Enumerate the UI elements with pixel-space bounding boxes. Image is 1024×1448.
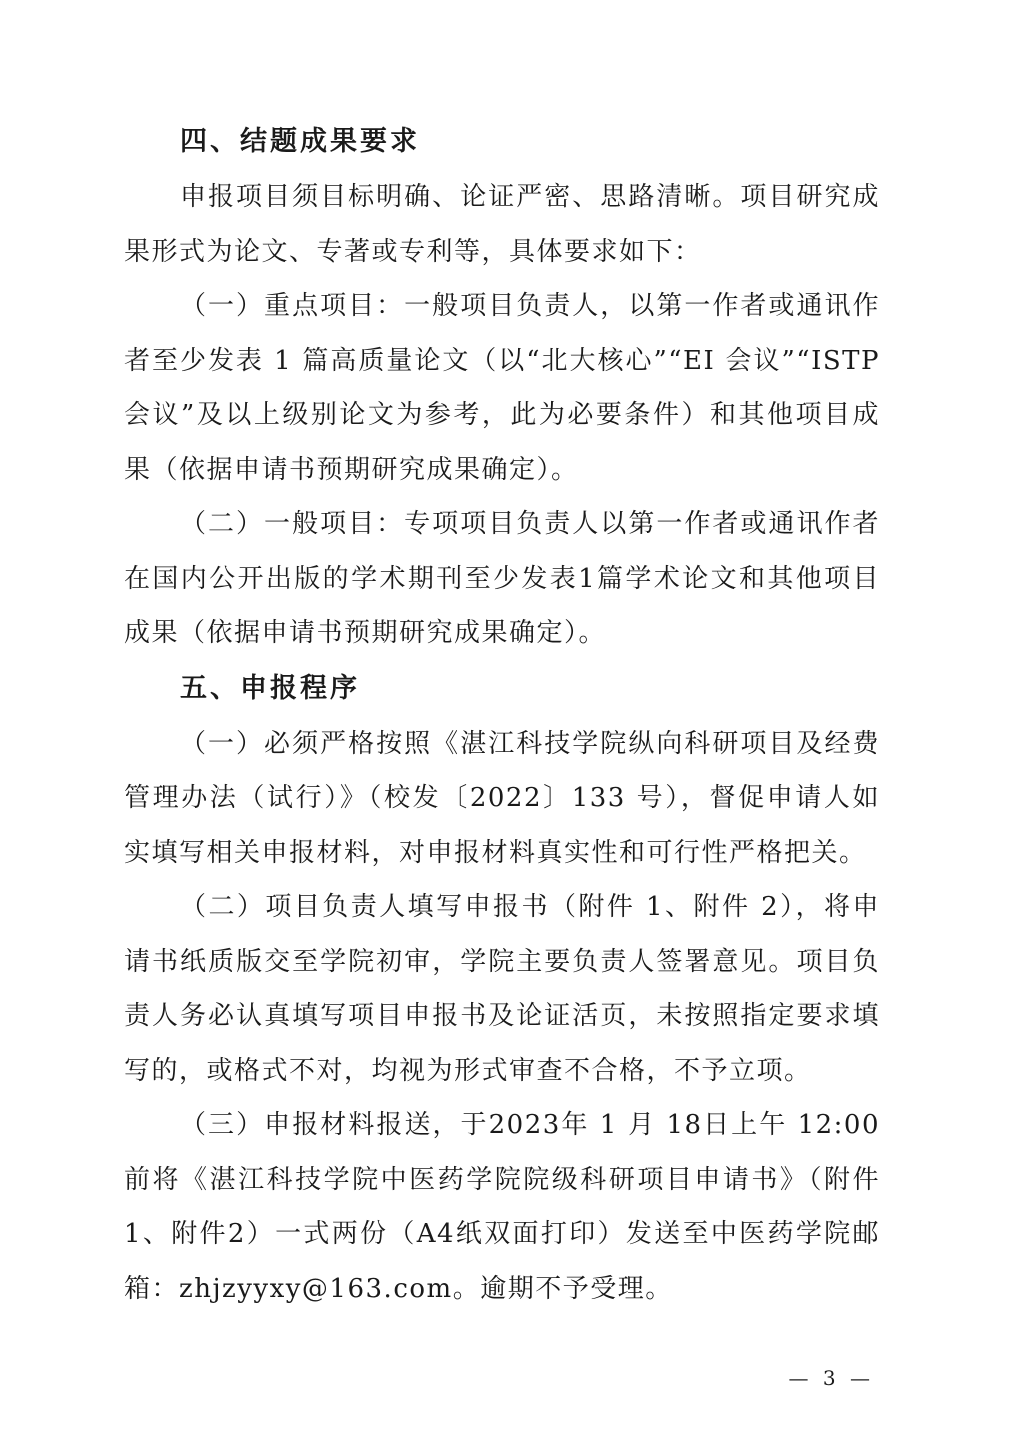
- paragraph: 申报项目须目标明确、论证严密、思路清晰。项目研究成果形式为论文、专著或专利等，具体要求如下：: [124, 182, 880, 267]
- paragraph: （二）一般项目：专项项目负责人以第一作者或通讯作者在国内公开出版的学术期刊至少发表1篇学术论文和其他项目成果（依据申请书预期研究成果确定）。: [124, 509, 880, 648]
- paragraph: （一）重点项目：一般项目负责人，以第一作者或通讯作者至少发表 1 篇高质量论文（以“北大核心”“EI 会议”“ISTP会议”及以上级别论文为参考，此为必要条件）和其他项目成果（依据申请书预期研究成果确定）。: [124, 291, 880, 485]
- page-number: — 3 —: [788, 1366, 874, 1390]
- paragraph: （一）必须严格按照《湛江科技学院纵向科研项目及经费管理办法（试行）》（校发〔2022〕133 号），督促申请人如实填写相关申报材料，对申报材料真实性和可行性严格把关。: [124, 728, 880, 868]
- document-body: [124, 114, 880, 1316]
- paragraph: （三）申报材料报送，于2023年 1 月 18日上午 12:00 前将《湛江科技学院中医药学院院级科研项目申请书》（附件1、附件2）一式两份（A4纸双面打印）发送至中医药学院邮箱：zhjzyyxy@163.com。逾期不予受理。: [124, 1110, 880, 1304]
- paragraph: （二）项目负责人填写申报书（附件 1、附件 2），将申请书纸质版交至学院初审，学院主要负责人签署意见。项目负责人务必认真填写项目申报书及论证活页，未按照指定要求填写的，或格式不对，均视为形式审查不合格，不予立项。: [124, 892, 880, 1086]
- section-heading-4: 四、结题成果要求: [180, 126, 420, 157]
- section-heading-5: 五、申报程序: [180, 672, 360, 704]
